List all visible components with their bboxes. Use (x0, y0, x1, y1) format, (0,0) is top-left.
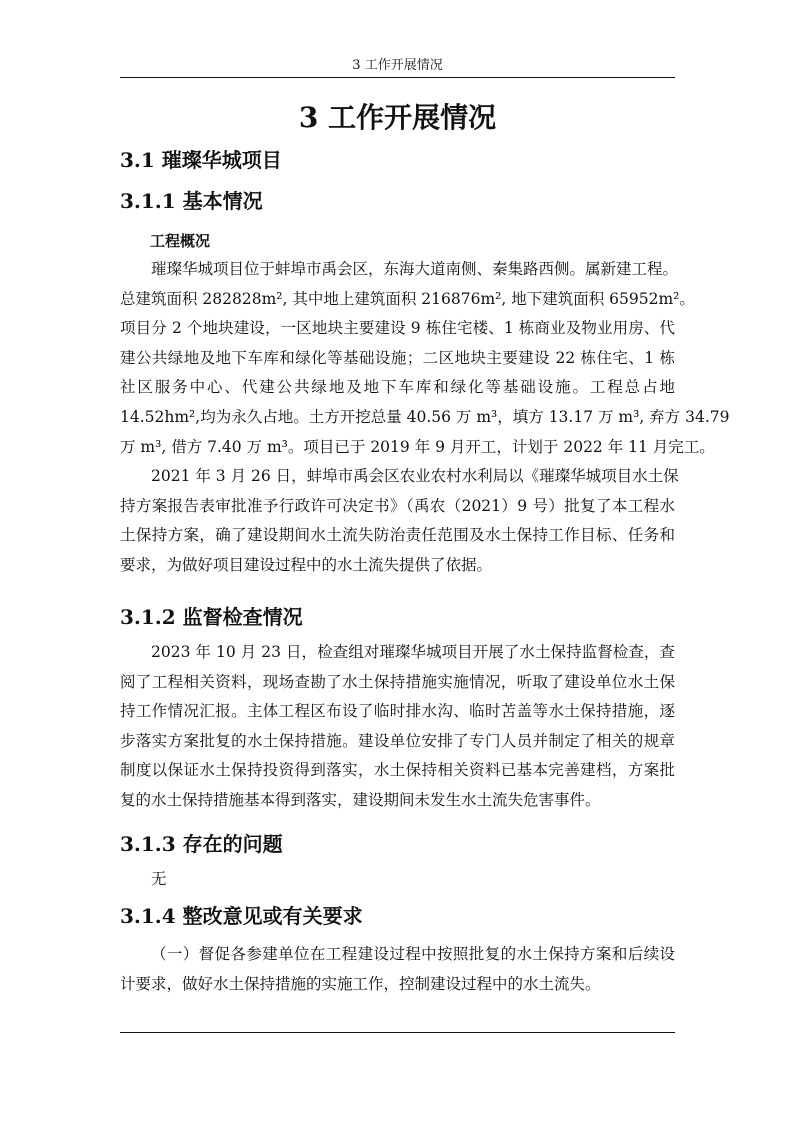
section-heading-3-1-3: 3.1.3 存在的问题 (120, 832, 283, 856)
paragraph-requirements (120, 940, 675, 999)
section-heading-3-1-4: 3.1.4 整改意见或有关要求 (120, 904, 363, 928)
paragraph-approval (120, 462, 679, 580)
footer-rule (120, 1032, 675, 1033)
section-heading-3-1-1: 3.1.1 基本情况 (120, 189, 263, 213)
paragraph-line: 璀璨华城项目位于蚌埠市禹会区，东海大道南侧、秦集路西侧。属新建工程。 (151, 260, 679, 278)
paragraph-line: 社区服务中心、代建公共绿地及地下车库和绿化等基础设施。工程总占地 (120, 378, 675, 397)
paragraph-line: 建公共绿地及地下车库和绿化等基础设施；二区地块主要建设 22 栋住宅、1 栋 (120, 348, 675, 367)
paragraph-line: 土保持方案，确了建设期间水土流失防治责任范围及水土保持工作目标、任务和 (120, 526, 675, 545)
paragraph-line: 要求，为做好项目建设过程中的水土流失提供了依据。 (120, 555, 493, 574)
paragraph-line: 制度以保证水土保持投资得到落实，水土保持相关资料已基本完善建档，方案批 (120, 761, 675, 780)
paragraph-line: 14.52hm²,均为永久占地。土方开挖总量 40.56 万 m³，填方 13.17 万 m³, 弃方 34.79 (120, 407, 730, 426)
running-header: 3 工作开展情况 (352, 58, 443, 73)
paragraph-line: 2021 年 3 月 26 日，蚌埠市禹会区农业农村水利局以《璀璨华城项目水土保 (151, 467, 679, 485)
paragraph-line: （一）督促各参建单位在工程建设过程中按照批复的水土保持方案和后续设 (151, 945, 675, 963)
section-heading-3-1: 3.1 璀璨华城项目 (120, 148, 282, 172)
paragraph-line: 2023 年 10 月 23 日，检查组对璀璨华城项目开展了水土保持监督检查，查 (151, 643, 675, 661)
paragraph-issues: 无 (151, 870, 167, 888)
paragraph-line: 阅了工程相关资料，现场查勘了水土保持措施实施情况，听取了建设单位水土保 (120, 672, 675, 691)
paragraph-line: 计要求，做好水土保持措施的实施工作，控制建设过程中的水土流失。 (120, 974, 601, 993)
section-heading-3-1-2: 3.1.2 监督检查情况 (120, 605, 303, 629)
paragraph-inspection (120, 638, 675, 816)
paragraph-line: 步落实方案批复的水土保持措施。建设单位安排了专门人员并制定了相关的规章 (120, 731, 675, 750)
paragraph-overview (120, 255, 730, 462)
paragraph-line: 持工作情况汇报。主体工程区布设了临时排水沟、临时苫盖等水土保持措施，逐 (120, 702, 675, 721)
paragraph-line: 项目分 2 个地块建设，一区地块主要建设 9 栋住宅楼、1 栋商业及物业用房、代 (120, 319, 675, 338)
paragraph-line: 总建筑面积 282828m², 其中地上建筑面积 216876m², 地下建筑面积 65952m²。 (120, 289, 695, 308)
paragraph-line: 持方案报告表审批准予行政许可决定书》（禹农（2021）9 号）批复了本工程水 (120, 496, 675, 515)
paragraph-line: 复的水土保持措施基本得到落实，建设期间未发生水土流失危害事件。 (120, 790, 601, 809)
chapter-title: 3 工作开展情况 (298, 101, 497, 134)
header-rule (120, 77, 675, 78)
paragraph-line: 万 m³, 借方 7.40 万 m³。项目已于 2019 年 9 月开工，计划于 2022 年 11 月完工。 (120, 437, 715, 456)
subheading-overview: 工程概况 (150, 232, 211, 250)
